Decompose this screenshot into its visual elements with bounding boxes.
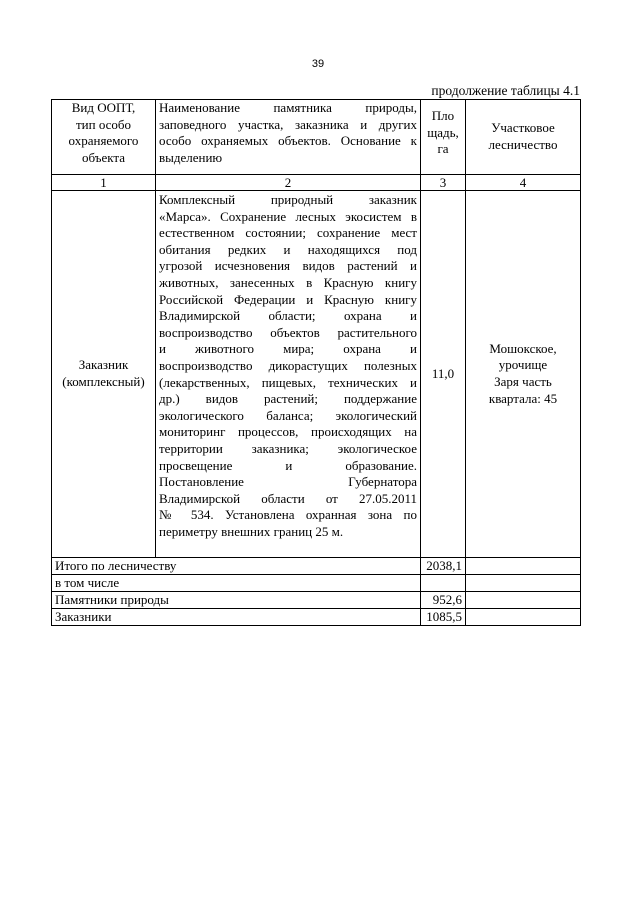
header-area-line: га — [437, 141, 449, 157]
summary-area: 1085,5 — [421, 609, 466, 626]
column-number-row — [52, 175, 581, 191]
forestry-line: Заря часть — [494, 374, 552, 389]
row-area-cell: 11,0 — [421, 191, 466, 558]
description-line: и животного мира; охрана и — [159, 341, 417, 357]
header-type-line: Вид ООПТ, — [71, 100, 136, 115]
table-header-row — [52, 100, 581, 175]
column-number: 1 — [52, 175, 156, 191]
column-number: 3 — [421, 175, 466, 191]
table-row — [52, 191, 581, 558]
description-line: Владимирской области от 27.05.2011 — [159, 490, 417, 506]
description-line: естественном состоянии; сохранение мест — [159, 225, 417, 241]
forestry-line: Мошокское, — [489, 340, 557, 356]
description-line: обитания редких и находящихся под — [159, 241, 417, 257]
page-number: 39 — [311, 58, 325, 70]
summary-empty-cell — [466, 592, 581, 609]
header-name-line: выделению — [159, 149, 223, 165]
header-type-line: охраняемого — [68, 133, 139, 149]
row-description-cell — [156, 191, 421, 558]
header-forestry-line: лесничество — [488, 137, 558, 152]
header-name-line: Наименование памятника природы, — [159, 100, 417, 115]
header-name-line: особо охраняемых объектов. Основание к — [159, 133, 417, 149]
description-line: «Марса». Сохранение лесных экосистем в — [159, 208, 417, 224]
description-line: Российской Федерации и Красную книгу — [159, 291, 417, 307]
summary-row-including — [52, 575, 581, 592]
summary-area: 2038,1 — [421, 558, 466, 575]
header-name-line: заповедного участка, заказника и других — [159, 116, 417, 132]
description-line: мониторинг процессов, происходящих на — [159, 424, 417, 440]
row-forestry-cell — [466, 191, 581, 558]
column-number: 2 — [156, 175, 421, 191]
header-area-line: щадь, — [427, 124, 459, 140]
summary-empty-cell — [466, 575, 581, 592]
row-type-line: Заказник — [78, 357, 129, 373]
summary-label: Итого по лесничеству — [52, 558, 421, 575]
header-forestry-cell — [466, 100, 581, 175]
description-line: Комплексный природный заказник — [159, 192, 417, 207]
header-area-line: Пло — [431, 108, 455, 123]
description-line: животных, занесенных в Красную книгу — [159, 274, 417, 290]
description-line: периметру внешних границ 25 м. — [159, 523, 344, 539]
summary-row-total — [52, 558, 581, 575]
description-line: территории заказника; экологическое — [159, 440, 417, 456]
row-type-cell — [52, 191, 156, 558]
summary-row-monuments — [52, 592, 581, 609]
protected-areas-table — [51, 99, 581, 626]
header-area-cell — [421, 100, 466, 175]
header-type-cell — [52, 100, 156, 175]
description-line: др.) видов растений; поддержание — [159, 391, 417, 407]
description-line: воспроизводство объектов растительного — [159, 324, 417, 340]
header-type-line: объекта — [81, 149, 126, 165]
header-name-cell — [156, 100, 421, 175]
summary-empty-cell — [466, 609, 581, 626]
forestry-line: урочище — [498, 357, 548, 373]
description-line: (лекарственных, пищевых, технических и — [159, 374, 417, 390]
summary-label: Заказники — [52, 609, 421, 626]
description-line: просвещение и образование. — [159, 457, 417, 473]
summary-row-reserves — [52, 609, 581, 626]
description-line: № 534. Установлена охранная зона по — [159, 507, 417, 523]
summary-label: в том числе — [52, 575, 421, 592]
description-line: Постановление Губернатора — [159, 474, 417, 490]
header-type-line: тип особо — [75, 116, 132, 132]
summary-label: Памятники природы — [52, 592, 421, 609]
summary-area — [421, 575, 466, 592]
column-number: 4 — [466, 175, 581, 191]
description-line: угрозой исчезновения видов растений и — [159, 258, 417, 274]
summary-area: 952,6 — [421, 592, 466, 609]
summary-empty-cell — [466, 558, 581, 575]
forestry-line: квартала: 45 — [488, 390, 558, 406]
table-continuation-caption: продолжение таблицы 4.1 — [431, 83, 580, 98]
description-line: Владимирской области; охрана и — [159, 308, 417, 324]
description-line: экологического баланса; экологический — [159, 407, 417, 423]
description-line: воспроизводство дикорастущих полезных — [159, 357, 417, 373]
row-type-line: (комплексный) — [62, 374, 145, 389]
header-forestry-line: Участковое — [491, 120, 555, 136]
